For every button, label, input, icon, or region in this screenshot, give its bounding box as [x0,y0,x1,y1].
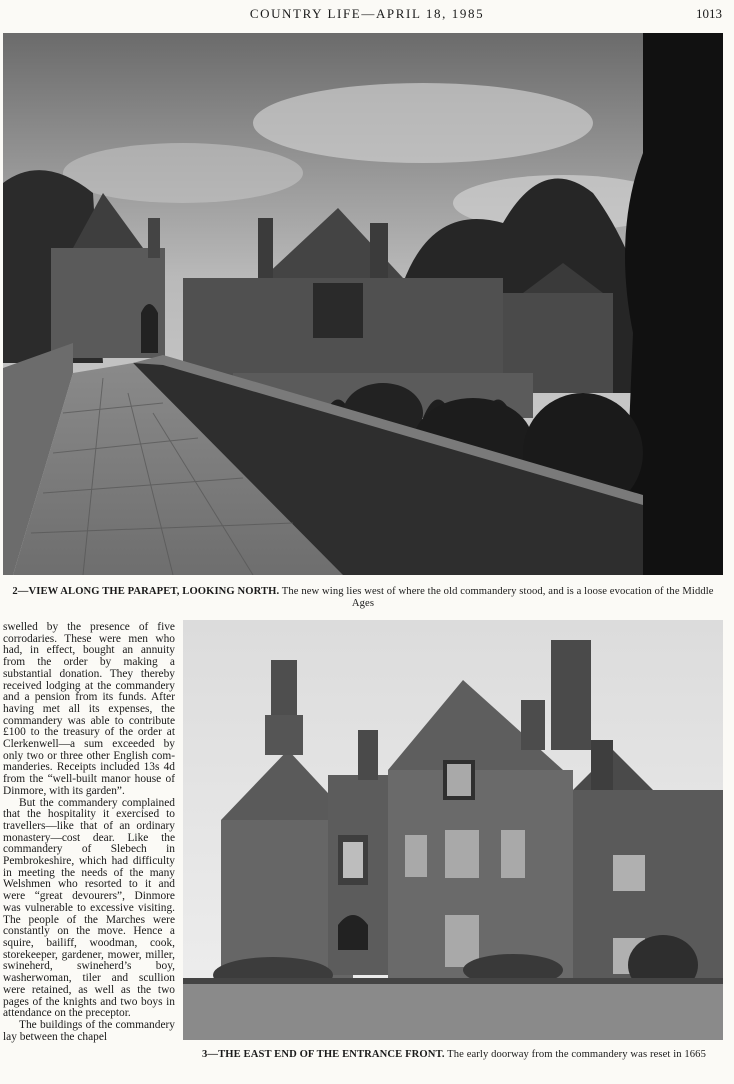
running-head: COUNTRY LIFE—APRIL 18, 1985 [249,6,485,21]
photo-parapet-view-illustration [3,33,723,575]
photo-east-end [183,620,723,1040]
figure-caption-3-lead: 3—THE EAST END OF THE ENTRANCE FRONT. [202,1049,445,1060]
article-body-column [3,622,175,1082]
figure-caption-3-text: The early doorway from the commandery was reset in 1665 [444,1049,706,1060]
photo-east-end-illustration [183,620,723,1040]
page-number: 1013 [696,6,722,21]
article-paragraph: The buildings of the commandery lay between the chapel [3,1018,175,1043]
figure-caption-2-lead: 2—VIEW ALONG THE PARAPET, LOOKING NORTH. [12,586,280,597]
figure-caption-2-text: The new wing lies west of where the old commandery stood, and is a loose evocation of the Middle Ages [279,586,714,609]
figure-caption-3 [185,1049,723,1061]
photo-parapet-view [3,33,723,575]
article-paragraph: swelled by the presence of five corrodaries. These were men who had, in effect, bought an annuity from the order by making a substantial donation. They thereby received lodging at the commandery and a pension from its funds. After having met all its expenses, the commandery was able to contribute £100 to the treasury of the order at Clerkenwell—a sum exceeded by only two or three other English commanderies. Receipts included 13s 4d from the “well-built manor house of Dinmore, with its garden”. [3,622,175,797]
page-header [0,6,734,26]
figure-caption-2 [3,586,723,610]
article-paragraph: But the commandery complained that the hospitality it exercised to travellers—like that of an ordinary monastery—cost dear. Like the commandery of Slebech in Pembrokeshire, which had difficulty in meeting the needs of the many Welshmen who resorted to it and were “great devourers”, Dinmore was vulnerable to excessive visiting. The people of the Marches were constantly on the move. Hence a squire, bailiff, woodman, cook, storekeeper, gardener, mower, miller, swineherd, swineherd’s boy, washerwoman, tiler and scullion were retained, as well as the two pages of the knights and two boys in attendance on the preceptor. [3,796,175,1020]
